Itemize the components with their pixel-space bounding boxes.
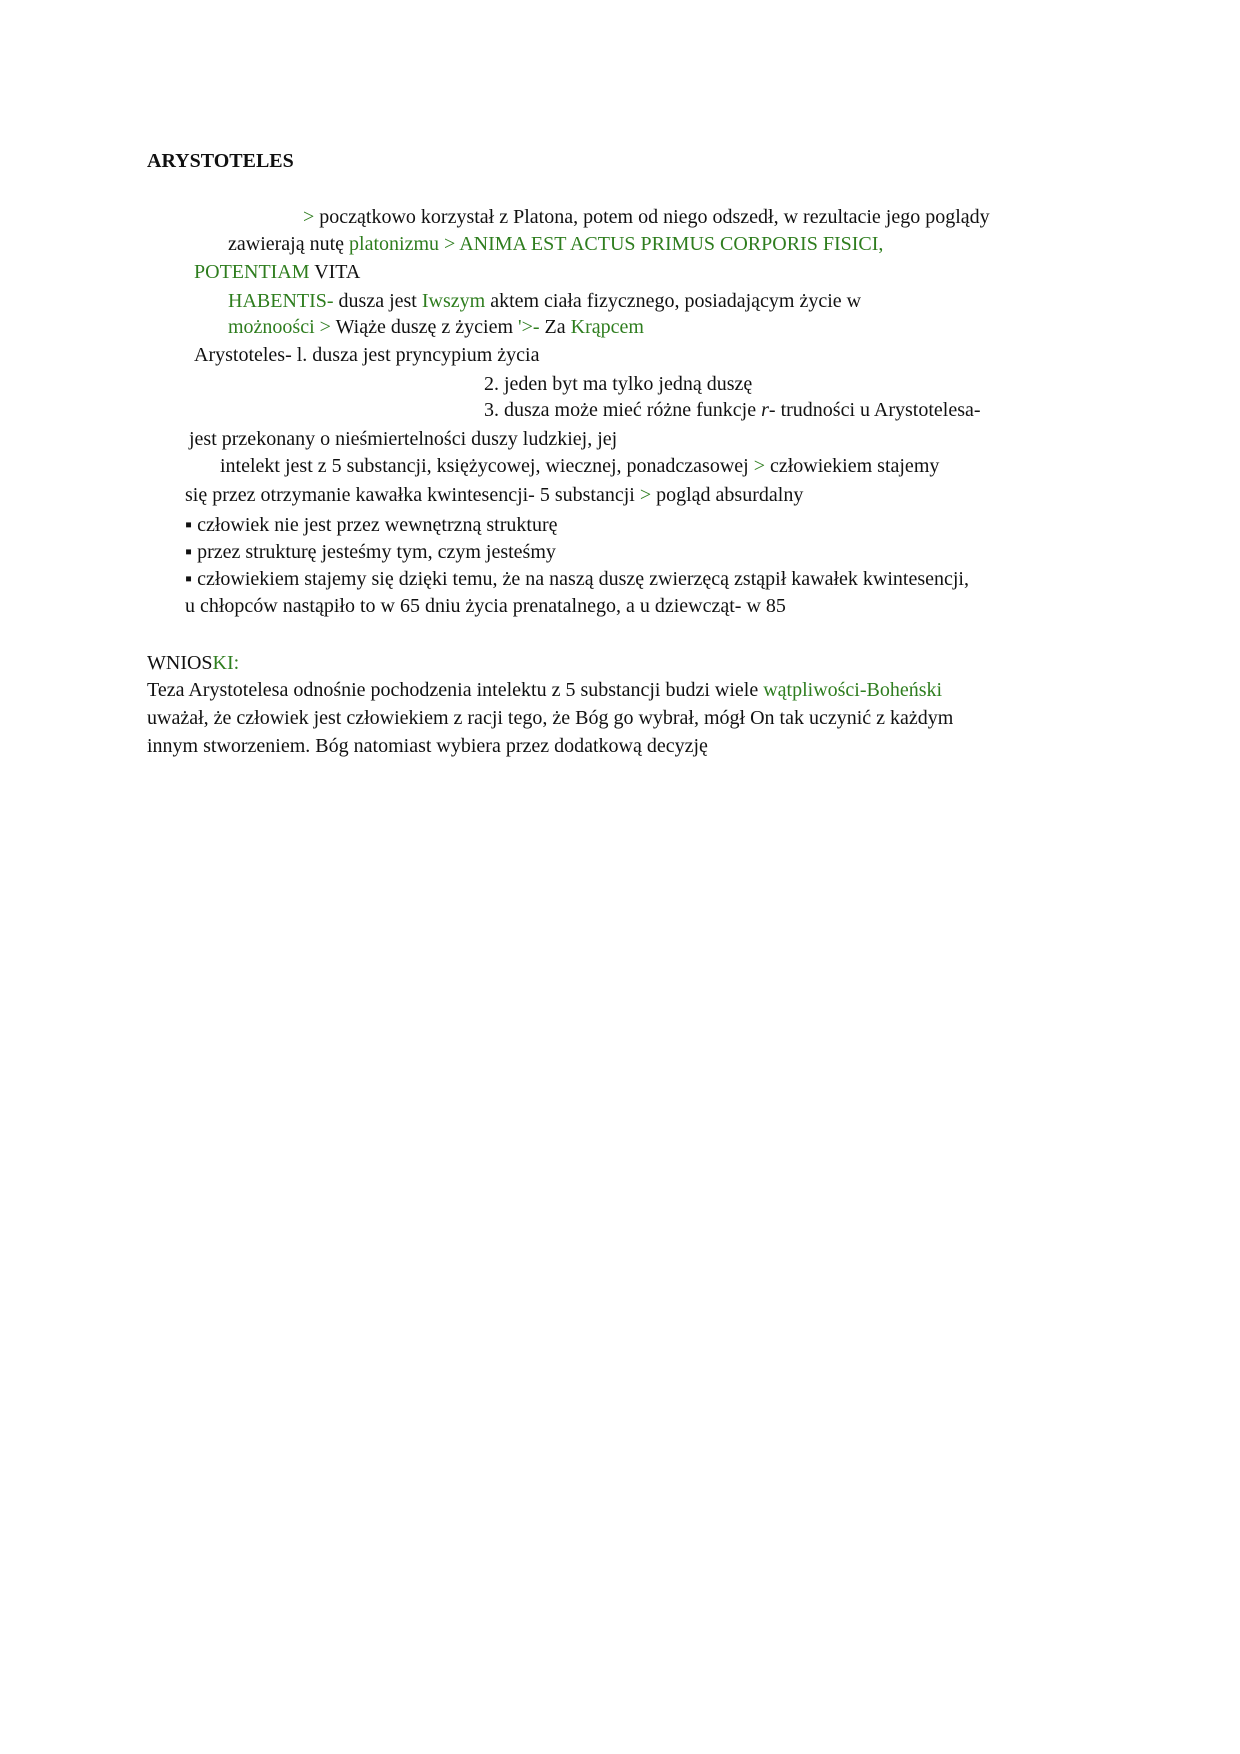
document-title: ARYSTOTELES [147,150,294,172]
text-span: WNIOS [147,652,213,674]
text-span: - trudności u Arystotelesa- [768,399,981,421]
text-span: pogląd absurdalny [651,484,804,506]
bullet-item [185,513,557,537]
text-line [220,454,939,478]
highlighted-text: HABENTIS- [228,290,334,312]
bullet-item [185,540,556,564]
text-span: 2. jeden byt ma tylko jedną duszę [484,373,753,395]
text-span: Wiąże duszę z życiem [330,316,518,338]
text-span: Arystoteles- l. dusza jest pryncypium życia [194,344,540,366]
highlighted-text: wątpliwości-Boheński [763,679,943,701]
highlighted-text: > [753,455,765,477]
highlighted-text: platonizmu > ANIMA EST ACTUS PRIMUS CORPORIS FISICI, [349,233,884,255]
text-span: intelekt jest z 5 substancji, księżycowej, wiecznej, ponadczasowej [220,455,754,477]
text-span: Za [539,316,571,338]
text-span: dusza jest [333,290,422,312]
text-span: innym stworzeniem. Bóg natomiast wybiera przez dodatkową decyzję [147,735,708,757]
bullet-item [185,567,969,591]
text-line [228,232,883,256]
text-line [194,343,539,367]
text-span: się przez otrzymanie kawałka kwintesencji- 5 substancji [185,484,640,506]
text-span: jest przekonany o nieśmiertelności duszy ludzkiej, jej [189,428,618,450]
text-span: człowiekiem stajemy [764,455,940,477]
text-line [147,706,953,730]
text-line [147,678,942,702]
highlighted-text: Iwszym [421,290,486,312]
text-span: zawierają nutę [228,233,350,255]
text-span: aktem ciała fizycznego, posiadającym życie w [485,290,862,312]
text-span: VITA [314,261,361,283]
text-line [147,734,708,758]
text-line [484,372,752,396]
highlighted-text: KI: [212,652,240,674]
highlighted-text: możnoości > [228,316,331,338]
text-span: ▪ człowiekiem stajemy się dzięki temu, że na naszą duszę zwierzęcą zstąpił kawałek kwintesencji, [185,568,969,590]
highlighted-text: POTENTIAM [194,261,315,283]
text-span: ▪ przez strukturę jesteśmy tym, czym jesteśmy [185,541,556,563]
highlighted-text: > [639,484,652,506]
text-span: uważał, że człowiek jest człowiekiem z racji tego, że Bóg go wybrał, mógł On tak uczynić z każdym [147,707,954,729]
text-line [194,260,360,284]
text-line [185,594,786,618]
text-line [484,398,981,422]
text-line [228,289,861,313]
text-line [185,483,803,507]
text-span: Teza Arystotelesa odnośnie pochodzenia intelektu z 5 substancji budzi wiele [147,679,764,701]
text-span: początkowo korzystał z Platona, potem od niego odszedł, w rezultacie jego poglądy [319,206,990,228]
section-heading [147,651,239,675]
text-span: 3. dusza może mieć różne funkcje [484,399,762,421]
highlighted-text: > [303,206,320,228]
text-line [228,315,644,339]
text-span: r [761,399,769,421]
text-span: ▪ człowiek nie jest przez wewnętrzną strukturę [185,514,558,536]
text-span: u chłopców nastąpiło to w 65 dniu życia prenatalnego, a u dziewcząt- w 85 [185,595,786,617]
text-line [189,427,617,451]
highlighted-text: Krąpcem [570,316,644,338]
highlighted-text: '>- [518,316,540,338]
text-line [303,205,990,229]
